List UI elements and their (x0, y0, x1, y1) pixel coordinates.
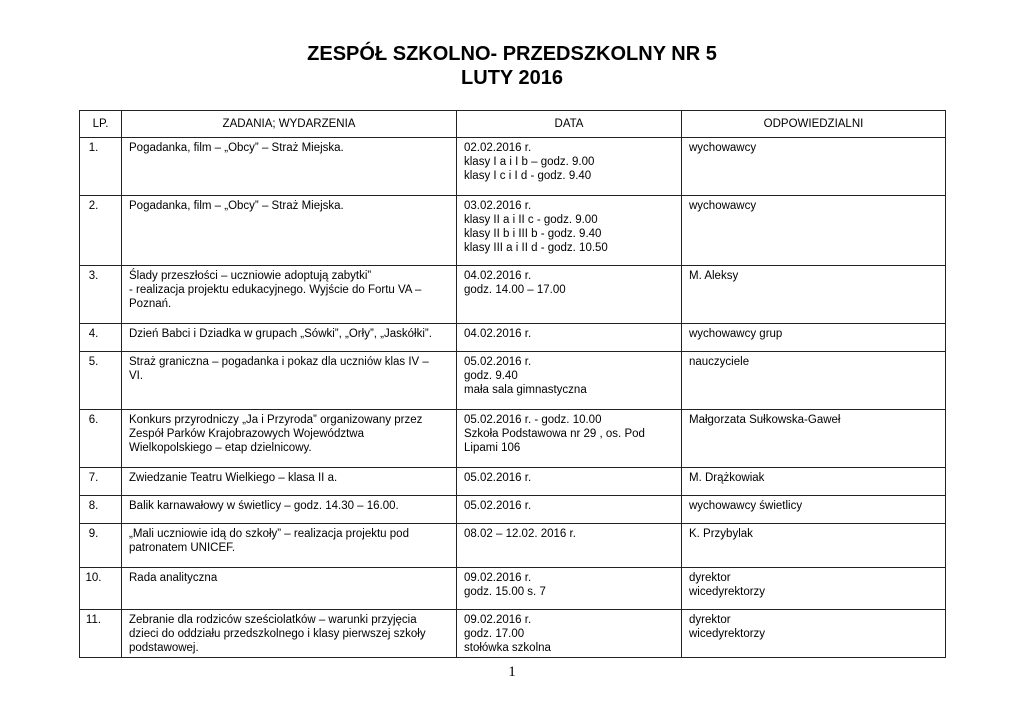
table-row (80, 468, 946, 496)
task-cell (122, 138, 457, 196)
responsible-cell (682, 568, 946, 610)
date-cell-line: klasy II b i III b - godz. 9.40 (464, 228, 602, 240)
date-cell-line: klasy I a i I b – godz. 9.00 (464, 156, 595, 168)
date-cell (457, 568, 682, 610)
date-cell-line: 03.02.2016 r. (464, 200, 532, 212)
table-row (80, 568, 946, 610)
column-header-tasks: ZADANIA; WYDARZENIA (122, 111, 457, 138)
responsible-cell (682, 138, 946, 196)
task-cell (122, 266, 457, 324)
responsible-cell (682, 196, 946, 266)
responsible-cell-line: wicedyrektorzy (689, 628, 766, 640)
task-cell-line: Zespół Parków Krajobrazowych Województwa (129, 428, 364, 440)
date-cell-line: 09.02.2016 r. (464, 614, 532, 626)
date-cell (457, 496, 682, 524)
document-subtitle: LUTY 2016 (461, 67, 563, 89)
date-cell-line: 05.02.2016 r. - godz. 10.00 (464, 414, 602, 426)
date-cell-line: 05.02.2016 r. (464, 500, 532, 512)
responsible-cell-line: dyrektor (689, 572, 731, 584)
row-number: 2. (80, 196, 122, 266)
date-cell (457, 410, 682, 468)
responsible-cell (682, 324, 946, 352)
row-number: 11. (80, 610, 122, 658)
task-cell-line: Pogadanka, film – „Obcy” – Straż Miejska. (129, 142, 344, 154)
task-cell-line: VI. (129, 370, 144, 382)
date-cell (457, 138, 682, 196)
row-number: 6. (80, 410, 122, 468)
row-number: 9. (80, 524, 122, 568)
responsible-cell-line: K. Przybylak (689, 528, 753, 540)
table-row (80, 524, 946, 568)
column-header-lp: LP. (80, 111, 122, 138)
responsible-cell (682, 352, 946, 410)
responsible-cell-line: wychowawcy świetlicy (689, 500, 803, 512)
task-cell-line: Straż graniczna – pogadanka i pokaz dla uczniów klas IV – (129, 356, 429, 368)
responsible-cell-line: wychowawcy grup (689, 328, 783, 340)
responsible-cell-line: Małgorzata Sułkowska-Gaweł (689, 414, 841, 426)
task-cell-line: Balik karnawałowy w świetlicy – godz. 14.30 – 16.00. (129, 500, 399, 512)
date-cell-line: 02.02.2016 r. (464, 142, 532, 154)
table-row (80, 266, 946, 324)
task-cell-line: Zebranie dla rodziców sześciolatków – warunki przyjęcia (129, 614, 417, 626)
date-cell-line: Lipami 106 (464, 442, 521, 454)
row-number: 10. (80, 568, 122, 610)
task-cell-line: Poznań. (129, 298, 172, 310)
responsible-cell (682, 524, 946, 568)
task-cell-line: Wielkopolskiego – etap dzielnicowy. (129, 442, 312, 454)
table-row (80, 610, 946, 658)
task-cell-line: Konkurs przyrodniczy „Ja i Przyroda” organizowany przez (129, 414, 423, 426)
date-cell (457, 196, 682, 266)
responsible-cell-line: nauczyciele (689, 356, 750, 368)
date-cell (457, 266, 682, 324)
column-header-date: DATA (457, 111, 682, 138)
date-cell-line: 05.02.2016 r. (464, 356, 532, 368)
date-cell-line: 09.02.2016 r. (464, 572, 532, 584)
responsible-cell (682, 610, 946, 658)
task-cell (122, 496, 457, 524)
task-cell-line: dzieci do oddziału przedszkolnego i klasy pierwszej szkoły (129, 628, 426, 640)
date-cell-line: godz. 14.00 – 17.00 (464, 284, 566, 296)
row-number: 7. (80, 468, 122, 496)
task-cell-line: „Mali uczniowie idą do szkoły” – realizacja projektu pod (129, 528, 409, 540)
task-cell (122, 568, 457, 610)
table-row (80, 410, 946, 468)
responsible-cell (682, 266, 946, 324)
date-cell-line: godz. 17.00 (464, 628, 525, 640)
task-cell (122, 524, 457, 568)
row-number: 8. (80, 496, 122, 524)
responsible-cell (682, 410, 946, 468)
responsible-cell-line: M. Drążkowiak (689, 472, 765, 484)
table-body (80, 138, 946, 658)
task-cell-line: Dzień Babci i Dziadka w grupach „Sówki”, „Orły”, „Jaskółki”. (129, 328, 432, 340)
schedule-table (79, 110, 946, 658)
date-cell (457, 468, 682, 496)
row-number: 3. (80, 266, 122, 324)
row-number: 4. (80, 324, 122, 352)
column-header-responsible: ODPOWIEDZIALNI (682, 111, 946, 138)
responsible-cell-line: wychowawcy (689, 142, 757, 154)
row-number: 5. (80, 352, 122, 410)
task-cell (122, 196, 457, 266)
task-cell-line: patronatem UNICEF. (129, 542, 236, 554)
document-title: ZESPÓŁ SZKOLNO- PRZEDSZKOLNY NR 5 (307, 43, 717, 65)
table-row (80, 496, 946, 524)
task-cell (122, 324, 457, 352)
page-number: 1 (508, 664, 516, 680)
task-cell (122, 410, 457, 468)
date-cell-line: 04.02.2016 r. (464, 270, 532, 282)
task-cell (122, 610, 457, 658)
task-cell-line: - realizacja projektu edukacyjnego. Wyjście do Fortu VA – (129, 284, 422, 296)
responsible-cell-line: wicedyrektorzy (689, 586, 766, 598)
table-row (80, 324, 946, 352)
responsible-cell (682, 468, 946, 496)
date-cell-line: godz. 9.40 (464, 370, 518, 382)
task-cell-line: podstawowej. (129, 642, 199, 654)
task-cell-line: Ślady przeszłości – uczniowie adoptują zabytki” (129, 270, 372, 282)
date-cell (457, 352, 682, 410)
date-cell-line: klasy III a i II d - godz. 10.50 (464, 242, 608, 254)
responsible-cell (682, 496, 946, 524)
task-cell (122, 468, 457, 496)
date-cell-line: klasy I c i I d - godz. 9.40 (464, 170, 592, 182)
date-cell-line: klasy II a i II c - godz. 9.00 (464, 214, 598, 226)
date-cell-line: stołówka szkolna (464, 642, 551, 654)
date-cell-line: mała sala gimnastyczna (464, 384, 587, 396)
date-cell-line: Szkoła Podstawowa nr 29 , os. Pod (464, 428, 645, 440)
date-cell (457, 610, 682, 658)
date-cell (457, 324, 682, 352)
row-number: 1. (80, 138, 122, 196)
date-cell-line: 04.02.2016 r. (464, 328, 532, 340)
table-row (80, 138, 946, 196)
date-cell-line: 05.02.2016 r. (464, 472, 532, 484)
table-row (80, 352, 946, 410)
task-cell-line: Pogadanka, film – „Obcy” – Straż Miejska. (129, 200, 344, 212)
responsible-cell-line: dyrektor (689, 614, 731, 626)
table-header-row (80, 111, 946, 138)
task-cell-line: Rada analityczna (129, 572, 218, 584)
date-cell (457, 524, 682, 568)
responsible-cell-line: wychowawcy (689, 200, 757, 212)
table-row (80, 196, 946, 266)
task-cell (122, 352, 457, 410)
date-cell-line: 08.02 – 12.02. 2016 r. (464, 528, 576, 540)
responsible-cell-line: M. Aleksy (689, 270, 739, 282)
task-cell-line: Zwiedzanie Teatru Wielkiego – klasa II a. (129, 472, 338, 484)
date-cell-line: godz. 15.00 s. 7 (464, 586, 546, 598)
